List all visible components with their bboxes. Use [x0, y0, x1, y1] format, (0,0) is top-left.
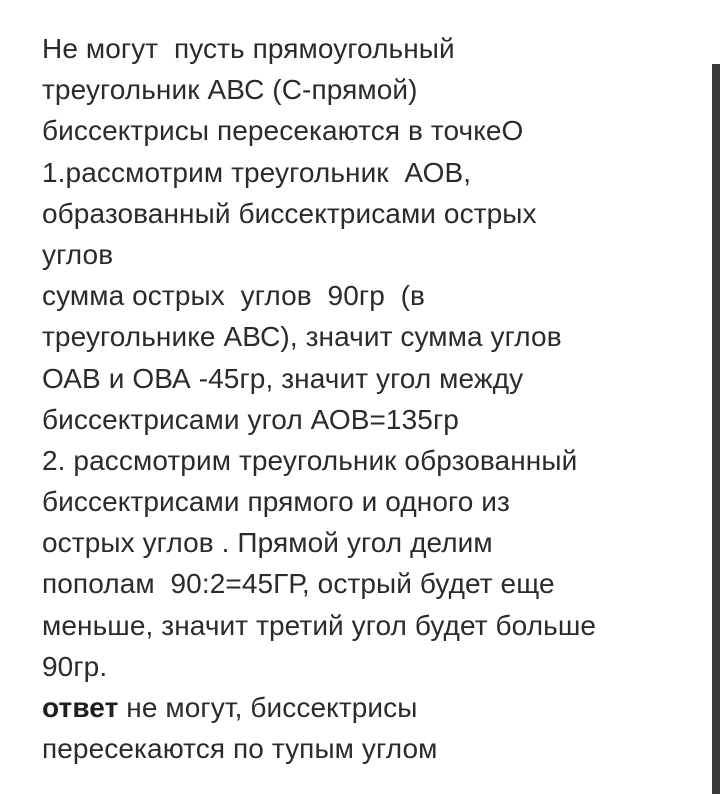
text-line: меньше, значит третий угол будет больше [42, 609, 597, 641]
text-line: 1.рассмотрим треугольник АОВ, [42, 156, 472, 188]
text-line: треугольник АВС (С-прямой) [42, 74, 418, 106]
text-line: 90гр. [42, 650, 108, 682]
text-line: образованный биссектрисами острых [42, 197, 537, 229]
text-line: острых углов . Прямой угол делим [42, 527, 493, 559]
text-line: Не могут пусть прямоугольный [42, 33, 455, 64]
text-line: сумма острых углов 90гр (в [42, 280, 426, 312]
text-line: ОАВ и ОВА -45гр, значит угол между [42, 362, 524, 394]
answer-text-block [42, 28, 702, 769]
answer-label: ответ [42, 692, 119, 723]
answer-line-continuation: пересекаются по тупым углом [42, 733, 438, 765]
answer-text: не могут, биссектрисы [118, 692, 418, 723]
text-line: биссектрисами угол АОВ=135гр [42, 403, 459, 435]
text-line: треугольнике АВС), значит сумма углов [42, 321, 562, 353]
answer-line [42, 687, 702, 728]
text-line: 2. рассмотрим треугольник обрзованный [42, 444, 578, 476]
text-line: биссектрисы пересекаются в точкеО [42, 115, 524, 147]
right-edge-shadow [712, 64, 720, 794]
text-line: пополам 90:2=45ГР, острый будет еще [42, 568, 555, 600]
text-line: биссектрисами прямого и одного из [42, 486, 510, 518]
text-line: углов [42, 238, 114, 270]
